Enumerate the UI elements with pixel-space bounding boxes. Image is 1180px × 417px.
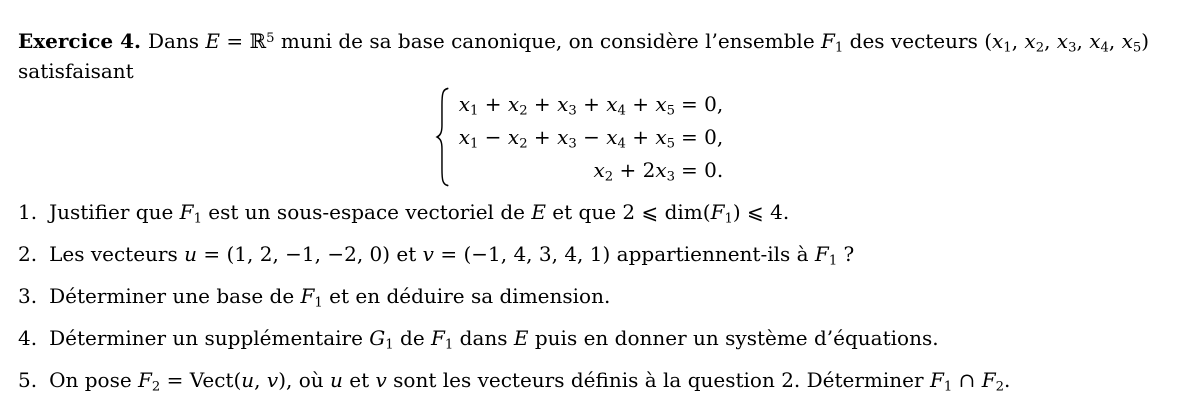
question-item-4 [18, 326, 1140, 351]
exercise-statement-line-1: Exercice 4. Dans E = ℝ$^5$ muni de sa base canonique, on considère l’ensemble F1 des vecteurs (x1, x2, x3, x4, x5) [18, 29, 1150, 56]
equation-3-rhs: = 0. [681, 157, 724, 182]
equation-3-lhs: x2 + 2x3 [593, 157, 676, 185]
equation-grid [459, 88, 724, 187]
question-number: 1. [18, 200, 38, 224]
equation-2-lhs: x1 − x2 + x3 − x4 + x5 [458, 124, 676, 152]
question-number: 2. [18, 242, 38, 266]
question-item-2 [18, 242, 1140, 267]
equation-system [18, 87, 1140, 187]
question-item-3 [18, 284, 1140, 309]
exercise-statement-line-2: satisfaisant [18, 59, 134, 83]
question-list [18, 200, 1140, 393]
question-number: 5. [18, 368, 38, 392]
equation-1-lhs: x1 + x2 + x3 + x4 + x5 [458, 91, 676, 119]
question-text: Les vecteurs u = (1, 2, −1, −2, 0) et v = (−1, 4, 3, 4, 1) appartiennent-ils à F1 ? [49, 242, 855, 269]
left-curly-brace-icon [435, 87, 452, 187]
question-item-1 [18, 200, 1140, 225]
question-item-5 [18, 368, 1140, 393]
question-text: On pose F2 = Vect(u, v), où u et v sont les vecteurs définis à la question 2. Déterminer F1 ∩ F2. [49, 368, 1011, 395]
question-text: Déterminer une base de F1 et en déduire sa dimension. [49, 284, 611, 311]
question-number: 3. [18, 284, 38, 308]
question-text: Justifier que F1 est un sous-espace vectoriel de E et que 2 ⩽ dim(F1) ⩽ 4. [49, 200, 790, 227]
question-text: Déterminer un supplémentaire G1 de F1 dans E puis en donner un système d’équations. [49, 326, 939, 353]
equation-system-body [435, 87, 724, 187]
question-number: 4. [18, 326, 38, 350]
equation-1-rhs: = 0, [681, 91, 724, 116]
equation-2-rhs: = 0, [681, 124, 724, 149]
